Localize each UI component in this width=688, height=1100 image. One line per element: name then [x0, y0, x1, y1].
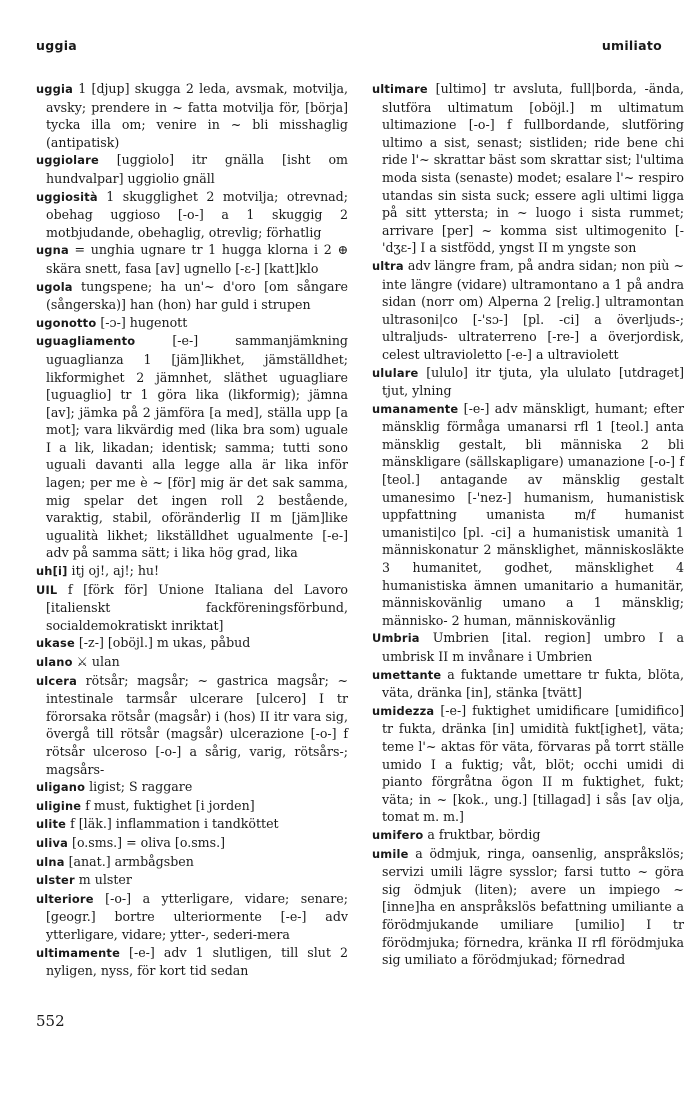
dictionary-entry	[372, 257, 684, 364]
entry-definition: a fuktande umettare tr fukta, blöta, väta, dränka [in], stänka [tvätt]	[382, 666, 684, 701]
dictionary-entry	[36, 672, 348, 779]
dictionary-entry	[36, 653, 348, 672]
page-number: 552	[36, 1012, 65, 1030]
dictionary-entry	[372, 702, 684, 826]
entry-headword: ultra	[372, 258, 404, 273]
entry-definition: f must, fuktighet [i jorden]	[81, 797, 255, 813]
dictionary-entry	[36, 815, 348, 834]
entry-definition: f [läk.] inflammation i tandköttet	[66, 816, 279, 832]
entry-definition: tungspene; ha un'~ d'oro [om sångare (sångerska)] han (hon) har guld i strupen	[46, 278, 348, 313]
entry-headword: uligine	[36, 798, 82, 813]
dictionary-entry	[36, 834, 348, 853]
entry-definition: itj oj!, aj!; hu!	[67, 563, 160, 579]
entry-headword: uh[i]	[36, 564, 68, 579]
entry-definition: Umbrien [ital. region] umbro I a umbrisk II m invånare i Umbrien	[382, 630, 684, 664]
dictionary-entry	[36, 241, 348, 277]
entry-definition: 1 skugglighet 2 motvilja; otrevnad; obehag uggioso [-o-] a 1 skuggig 2 motbjudande, obehaglig, otrevlig; förhatlig	[46, 188, 348, 240]
entry-definition: adv längre fram, på andra sidan; non più ~ inte längre (vidare) ultramontano a 1 på andra sidan (norr om) Alperna 2 [relig.] ultramontan ultrasoni|co [-'sɔ-] [pl. -ci] a överljuds-; ultraljuds- ultraterreno [-re-] a överjordisk, celest ultravioletto [-e-] a ultraviolett	[382, 257, 684, 362]
entry-headword: ulano	[36, 655, 73, 669]
entry-definition: f [förk för] Unione Italiana del Lavoro [italienskt fackföreningsförbund, socialdemokratiskt inriktat]	[46, 581, 348, 633]
entry-headword: ugna	[36, 243, 69, 258]
entry-definition: m ulster	[74, 872, 132, 888]
entry-definition: [anat.] armbågsben	[64, 853, 194, 869]
entry-definition: ligist; S raggare	[85, 779, 193, 795]
entry-headword: uggia	[36, 82, 74, 96]
entry-definition: ⚔ ulan	[72, 654, 120, 669]
entry-headword: UIL	[36, 582, 58, 597]
entry-headword: ugonotto	[36, 315, 97, 330]
entry-headword: umile	[372, 846, 409, 861]
dictionary-entry	[36, 314, 348, 333]
dictionary-entry	[36, 778, 348, 797]
entry-definition: rötsår; magsår; ~ gastrica magsår; ~ intestinale tarmsår ulcerare [ulcero] I tr förorsaka rötsår (magsår) i (hos) II itr vara sig, övergå till rötsår (magsår) ulcerazione [-o-] f rötsår ulceroso [-o-] a sårig, varig, rötsårs-; magsårs-	[46, 672, 348, 777]
dictionary-entry	[372, 364, 684, 400]
dictionary-entry	[36, 188, 348, 242]
dictionary-entry	[372, 80, 684, 257]
entry-headword: uligano	[36, 780, 86, 795]
entry-definition: [o.sms.] = oliva [o.sms.]	[68, 834, 225, 850]
dictionary-entry	[36, 634, 348, 653]
entry-headword: ulna	[36, 854, 65, 869]
entry-definition: [-o-] a ytterligare, vidare; senare; [geogr.] bortre ulteriormente [-e-] adv ytterligare, vidare; ytter-, sederi-mera	[46, 890, 348, 942]
dictionary-entry	[36, 562, 348, 581]
entry-definition: a ödmjuk, ringa, oansenlig, anspråkslös; servizi umili lägre sysslor; farsi tutto ~ göra sig ödmjuk (liten); avere un impiego ~ [inne]ha en anspråkslös befattning umiliante a förödmjukande umiliare [umilio] I tr förödmjuka; förnedra, kränka II rfl förödmjuka sig umiliato a förödmjukad; förnedrad	[382, 845, 684, 968]
entry-headword: uliva	[36, 835, 69, 850]
entry-headword: umidezza	[372, 703, 435, 718]
dictionary-entry	[36, 80, 348, 151]
entry-headword: ulite	[36, 817, 67, 832]
entry-headword: ulcera	[36, 673, 77, 688]
dictionary-entry	[36, 581, 348, 635]
dictionary-entry	[36, 853, 348, 872]
running-head-right: umiliato	[601, 38, 662, 53]
entry-headword: umifero	[372, 827, 424, 842]
dictionary-entry	[36, 944, 348, 980]
dictionary-entry	[36, 151, 348, 187]
entry-definition: a fruktbar, bördig	[423, 826, 541, 842]
entry-definition: [-z-] [oböjl.] m ukas, påbud	[74, 635, 251, 651]
dictionary-entry	[36, 797, 348, 816]
dictionary-entry	[36, 332, 348, 562]
entry-headword: umettante	[372, 667, 442, 682]
dictionary-entry	[372, 845, 684, 969]
dictionary-entry	[36, 890, 348, 944]
entry-definition: [uggiolo] itr gnälla [isht om hundvalpar] uggiolio gnäll	[46, 152, 348, 186]
entry-definition: [-e-] adv 1 slutligen, till slut 2 nyligen, nyss, för kort tid sedan	[46, 944, 348, 979]
entry-headword: Umbria	[372, 631, 420, 646]
entry-headword: ulster	[36, 873, 75, 888]
dictionary-entry	[372, 826, 684, 845]
entry-headword: umanamente	[372, 401, 459, 416]
entry-definition: [-ɔ-] hugenott	[96, 314, 188, 330]
entry-headword: uguagliamento	[36, 334, 136, 349]
left-column	[36, 80, 348, 980]
entry-headword: ultimare	[372, 82, 428, 96]
entry-definition: [-e-] adv mänskligt, humant; efter mänsklig förmåga umanarsi rfl 1 [teol.] anta mänsklig gestalt, bli människa 2 bli mänskligare (sällskapligare) umanazione [-o-] f [teol.] antagande av mänsklig gestalt umanesimo [-'nez-] humanism, humanistisk uppfattning umanista m/f humanist umanisti|co [pl. -ci] a humanistisk umanità 1 människonatur 2 mänsklighet, människosläkte 3 humanitet, godhet, mänsklighet 4 humanistiska ämnen umanitario a humanitär, människovänlig umano a 1 mänsklig; människo- 2 human, människovänlig	[382, 400, 684, 628]
running-head-left: uggia	[36, 38, 78, 53]
dictionary-entry	[372, 400, 684, 630]
dictionary-entry	[36, 871, 348, 890]
dictionary-entry	[372, 666, 684, 702]
dictionary-entry	[36, 278, 348, 314]
entry-definition: [ululo] itr tjuta, yla ululato [utdraget] tjut, ylning	[382, 364, 684, 399]
entry-definition: [-e-] fuktighet umidificare [umidifico] tr fukta, dränka [in] umidità fukt[ighet], väta; teme l'~ aktas för väta, förvaras på torrt ställe umido I a fuktig; våt, blöt; occhi umidi di pianto förgråtna ögon II m fuktighet, fukt; väta; in ~ [kok., ung.] [tillagad] i sås [av olja, tomat m. m.]	[382, 702, 684, 825]
entry-headword: ulteriore	[36, 891, 94, 906]
entry-headword: ultimamente	[36, 945, 120, 960]
right-column	[372, 80, 684, 969]
dictionary-entry	[372, 629, 684, 665]
entry-headword: ukase	[36, 636, 75, 651]
entry-headword: ugola	[36, 279, 73, 294]
entry-definition: [-e-] sammanjämkning uguaglianza 1 [jäm]likhet, jämställdhet; likformighet 2 jämnhet, släthet uguagliare [uguaglio] tr 1 göra lika (likformig); jämna [av]; jämka på 2 jämföra [a med], ställa upp [a mot]; vara likvärdig med (lika bra som) uguale I a lik, likadan; identisk; samma; tutti sono uguali davanti alla legge alla är lika inför lagen; per me è ~ [för] mig är det sak samma, mig spelar det ingen roll 2 bestående, varaktig, stabil, oföränderlig II m [jäm]like ugualità likhet; likställdhet ugualmente [-e-] adv på samma sätt; i lika hög grad, lika	[46, 333, 348, 561]
entry-headword: uggiolare	[36, 153, 99, 168]
entry-definition: 1 [djup] skugga 2 leda, avsmak, motvilja, avsky; prendere in ~ fatta motvilja för, [börja] tycka illa om; venire in ~ bli misshaglig (antipatisk)	[46, 81, 348, 150]
entry-headword: uggiosità	[36, 189, 98, 204]
entry-definition: [ultimo] tr avsluta, full|borda, -ända, slutföra ultimatum [oböjl.] m ultimatum ultimazione [-o-] f fullbordande, slutföring ultimo a sist, senast; sistliden; ride bene chi ride l'~ skrattar bäst som skrattar sist; l'ultima moda sista (senaste) modet; esalare l'~ respiro utandas sin sista suck; essere agli ultimi ligga på sitt yttersta; in ~ luogo i sista rummet; arrivare [per] ~ komma sist ultimogenito [-'dʒɛ-] I a sistfödd, yngst II m yngste son	[382, 81, 684, 256]
entry-definition: = unghia ugnare tr 1 hugga klorna i 2 ⊕ skära snett, fasa [av] ugnello [-ɛ-] [katt]klo	[46, 242, 348, 276]
entry-headword: ululare	[372, 365, 419, 380]
